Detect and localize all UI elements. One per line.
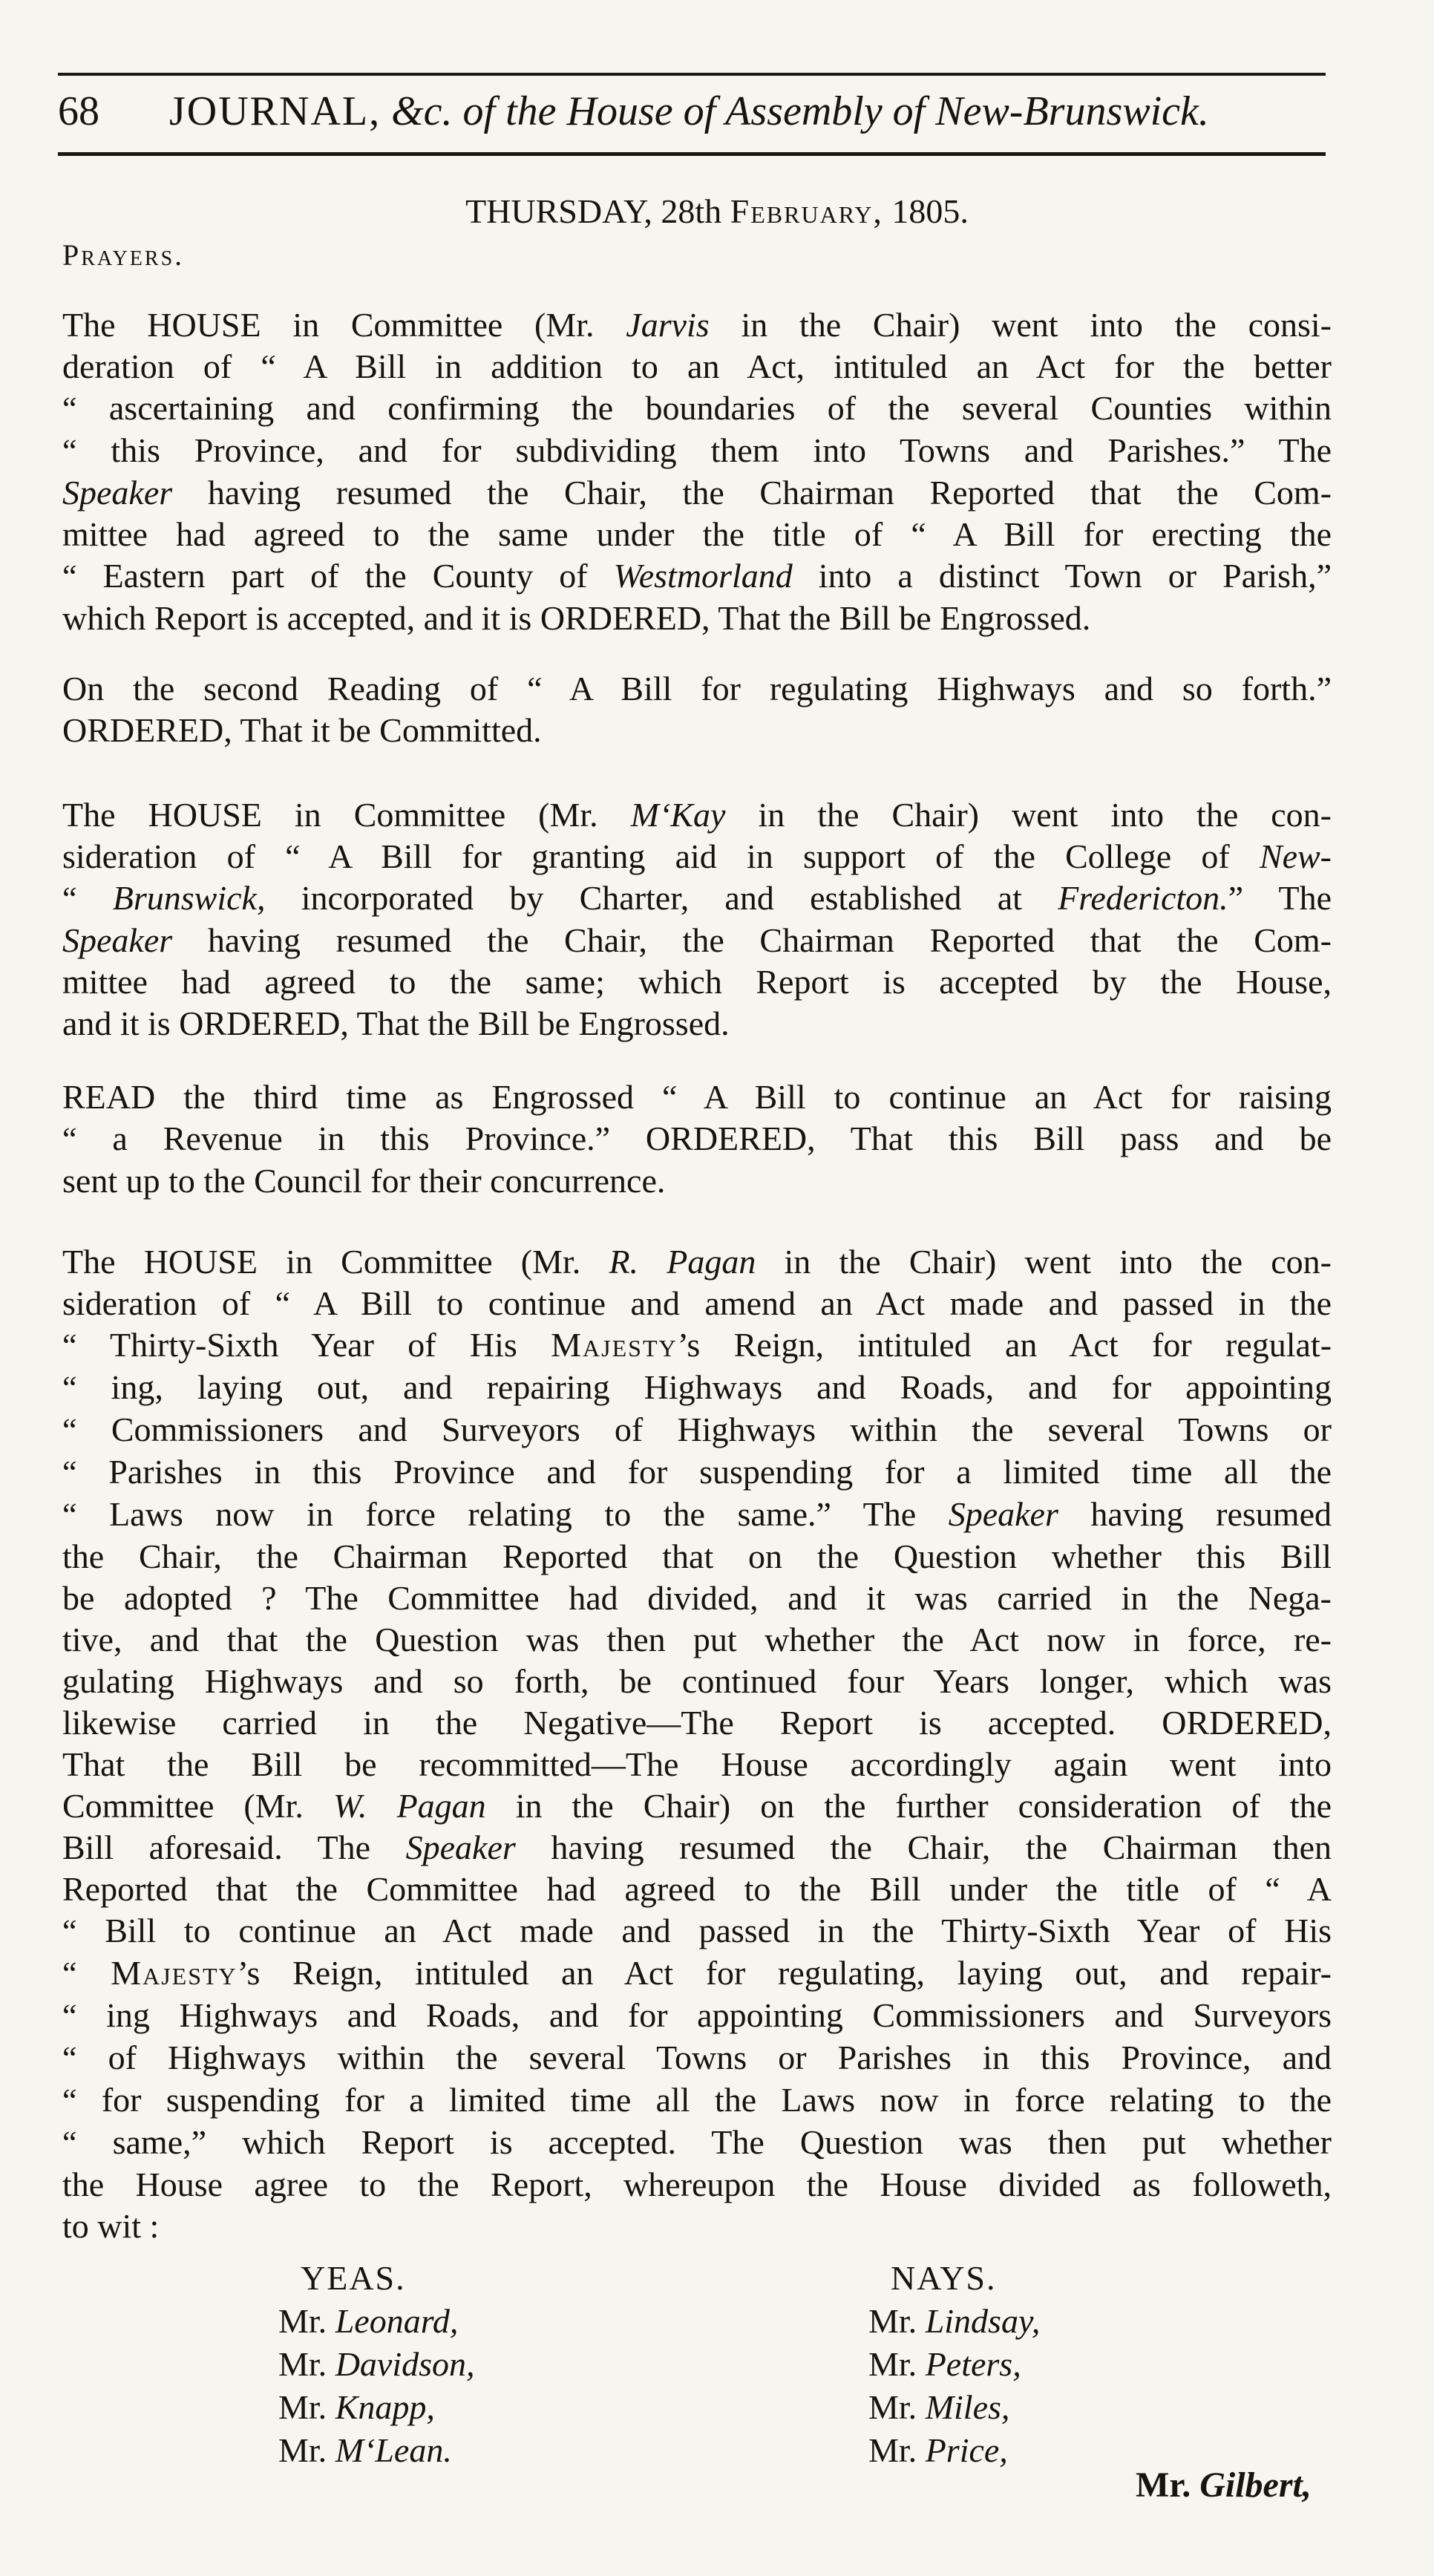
text-line: “ Laws now in force relating to the same.” The Speaker having resumed [62,1495,1332,1533]
text-line: “ Eastern part of the County of Westmorland into a distinct Town or Parish,” [62,557,1332,595]
nays-column [868,2257,1040,2472]
text-line: “ this Province, and for subdividing them into Towns and Parishes.” The [62,431,1332,469]
text-line: “ a Revenue in this Province.” ORDERED, That this Bill pass and be [62,1119,1332,1157]
text-line: On the second Reading of “ A Bill for regulating Highways and so forth.” [62,670,1332,707]
paragraph-committee-counties [62,304,1332,639]
text-line: The HOUSE in Committee (Mr. M‘Kay in the Chair) went into the con- [62,796,1332,834]
paragraph-college [62,794,1332,1045]
text-line: ORDERED, That it be Committed. [62,711,542,749]
text-line: likewise carried in the Negative—The Report is accepted. ORDERED, [62,1704,1332,1742]
text-line: sent up to the Council for their concurrence. [62,1162,666,1200]
yeas-heading: YEAS. [301,2259,406,2297]
yea-member: Mr. M‘Lean. [278,2431,452,2469]
text-line: “ Thirty-Sixth Year of His Majesty’s Reign, intituled an Act for regulat- [62,1326,1332,1364]
text-line: to wit : [62,2207,160,2245]
text-line: The HOUSE in Committee (Mr. R. Pagan in the Chair) went into the con- [62,1243,1332,1281]
yea-member: Mr. Knapp, [278,2388,435,2426]
text-line: sideration of “ A Bill for granting aid in support of the College of New- [62,837,1332,875]
yea-member: Mr. Leonard, [278,2302,459,2340]
nay-member: Mr. Miles, [868,2388,1010,2426]
house-name: House of Assembly [566,88,883,134]
nays-heading: NAYS. [891,2259,997,2297]
paragraph-highways-committee [62,1241,1332,2247]
text-line: “ of Highways within the several Towns or Parishes in this Province, and [62,2039,1332,2076]
header-rule [58,152,1326,156]
text-line: be adopted ? The Committee had divided, and it was carried in the Nega- [62,1579,1332,1617]
text-line: which Report is accepted, and it is ORDERED, That the Bill be Engrossed. [62,599,1091,637]
text-line: Speaker having resumed the Chair, the Chairman Reported that the Com- [62,474,1332,511]
etc: &c. [391,88,453,134]
text-line: READ the third time as Engrossed “ A Bill to continue an Act for raising [62,1078,1332,1116]
yea-member: Mr. Davidson, [278,2345,475,2383]
text-line: gulating Highways and so forth, be continued four Years longer, which was [62,1662,1332,1700]
text-line: Speaker having resumed the Chair, the Chairman Reported that the Com- [62,921,1332,959]
of-the: of the [462,88,557,134]
page-number: 68 [58,88,99,134]
date-month: February, [730,192,883,230]
text-line: That the Bill be recommitted—The House accordingly again went into [62,1745,1332,1783]
top-rule [58,73,1326,76]
running-head [58,88,1326,147]
text-line: “ Majesty’s Reign, intituled an Act for regulating, laying out, and repair- [62,1954,1332,1992]
text-line: “ for suspending for a limited time all the Laws now in force relating to the [62,2081,1332,2119]
text-line: the House agree to the Report, whereupon the House divided as followeth, [62,2165,1332,2203]
text-line: mittee had agreed to the same; which Report is accepted by the House, [62,963,1332,1001]
of: of [892,88,926,134]
date-year: 1805. [891,192,969,230]
province-name: New-Brunswick. [935,88,1209,134]
text-line: Bill aforesaid. The Speaker having resumed the Chair, the Chairman then [62,1828,1332,1866]
text-line: sideration of “ A Bill to continue and amend an Act made and passed in the [62,1284,1332,1322]
division-list [0,2257,1434,2479]
text-line: deration of “ A Bill in addition to an Act, intituled an Act for the better [62,347,1332,385]
journal-title: JOURNAL, [169,88,382,134]
text-line: “ Parishes in this Province and for suspending for a limited time all the [62,1453,1332,1491]
text-line: “ Brunswick, incorporated by Charter, and established at Fredericton.” The [62,879,1332,917]
text-line: “ Commissioners and Surveyors of Highways within the several Towns or [62,1410,1332,1448]
yeas-column [278,2257,475,2472]
text-line: The HOUSE in Committee (Mr. Jarvis in the Chair) went into the consi- [62,306,1332,344]
date-heading [0,192,1434,231]
paragraph-highways-reading [62,668,1332,751]
text-line: the Chair, the Chairman Reported that on the Question whether this Bill [62,1537,1332,1575]
nay-member: Mr. Price, [868,2431,1008,2469]
date-day: THURSDAY, 28th [465,192,722,230]
text-line: Reported that the Committee had agreed to the Bill under the title of “ A [62,1870,1332,1908]
text-line: mittee had agreed to the same under the title of “ A Bill for erecting the [62,515,1332,553]
text-line: “ ing Highways and Roads, and for appointing Commissioners and Surveyors [62,1996,1332,2034]
text-line: “ Bill to continue an Act made and passed in the Thirty-Sixth Year of His [62,1912,1332,1949]
catchword-member: Mr. Gilbert, [1136,2465,1312,2505]
text-line: and it is ORDERED, That the Bill be Engrossed. [62,1004,730,1042]
text-line: tive, and that the Question was then put whether the Act now in force, re- [62,1621,1332,1658]
text-line: “ ascertaining and confirming the boundaries of the several Counties within [62,389,1332,427]
prayers-heading: Prayers. [62,238,185,272]
nay-member: Mr. Lindsay, [868,2302,1041,2340]
text-line: “ ing, laying out, and repairing Highways and Roads, and for appointing [62,1368,1332,1406]
nay-member: Mr. Peters, [868,2345,1021,2383]
paragraph-revenue [62,1076,1332,1202]
text-line: “ same,” which Report is accepted. The Question was then put whether [62,2123,1332,2161]
text-line: Committee (Mr. W. Pagan in the Chair) on the further consideration of the [62,1787,1332,1825]
